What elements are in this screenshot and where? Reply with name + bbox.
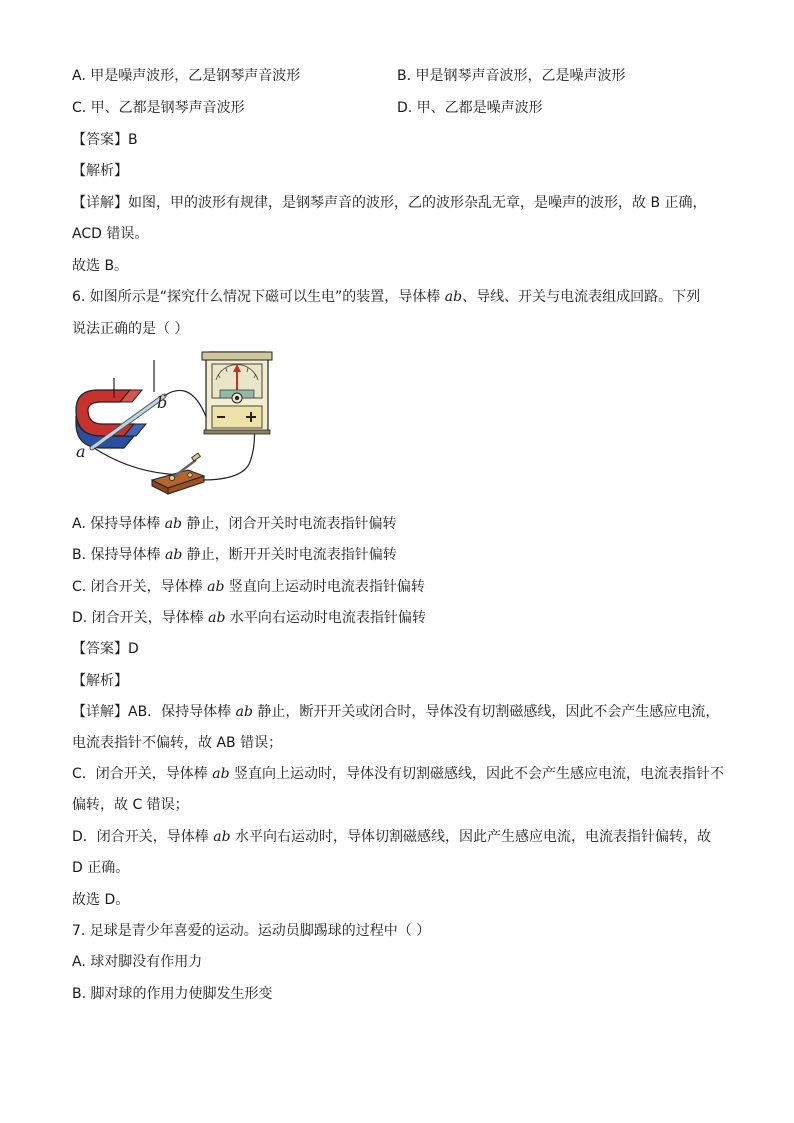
option-text: A. 保持导体棒 [72, 516, 165, 532]
q6-detail-c [72, 764, 724, 784]
detail-italic-ab: ab [235, 704, 253, 720]
q6-detail-d [72, 827, 711, 847]
detail-text: D．闭合开关，导体棒 [72, 829, 214, 845]
detail-text: C．闭合开关，导体棒 [72, 766, 213, 782]
q6-answer [72, 639, 139, 659]
q6-detail-d-cont: D 正确。 [72, 860, 130, 876]
detail-text: 静止，断开开关或闭合时，导体没有切割磁感线，因此不会产生感应电流， [252, 704, 720, 720]
q6-detail-ab [72, 702, 719, 722]
answer-value: D [128, 641, 139, 657]
q6-stem-line2: 说法正确的是（ ） [72, 321, 189, 337]
detail-tag: 【详解】 [72, 195, 128, 211]
label-b: b [157, 393, 168, 412]
q5-answer [72, 130, 138, 150]
answer-tag: 【答案】 [72, 132, 128, 148]
galvanometer-icon [202, 352, 272, 434]
label-a: a [76, 442, 86, 461]
q6-option-a [72, 514, 396, 534]
answer-value: B [128, 132, 138, 148]
q5-detail [72, 193, 707, 213]
q5-option-d: D. 甲、乙都是噪声波形 [397, 100, 543, 116]
q5-detail-cont: ACD 错误。 [72, 226, 149, 242]
q7-stem: 7. 足球是青少年喜爱的运动。运动员脚踢球的过程中（ ） [72, 923, 431, 939]
q5-option-a: A. 甲是噪声波形，乙是钢琴声音波形 [72, 68, 301, 84]
answer-tag: 【答案】 [72, 641, 128, 657]
q5-analysis-tag: 【解析】 [72, 163, 128, 179]
q5-conclusion: 故选 B。 [72, 258, 129, 274]
option-text: C. 闭合开关，导体棒 [72, 579, 208, 595]
q6-option-c [72, 577, 425, 597]
option-italic-ab: ab [164, 547, 183, 563]
stem-text: 、导线、开关与电流表组成回路。下列 [462, 289, 701, 305]
detail-tag: 【详解】 [72, 704, 128, 720]
detail-italic-ab: ab [213, 829, 231, 845]
q6-analysis-tag: 【解析】 [72, 673, 128, 689]
stem-text: 6. 如图所示是“探究什么情况下磁可以生电”的装置，导体棒 [72, 289, 445, 305]
electromagnetic-induction-figure [68, 350, 278, 498]
option-text: B. 保持导体棒 [72, 547, 165, 563]
q7-option-b: B. 脚对球的作用力使脚发生形变 [72, 986, 273, 1002]
detail-text: 如图，甲的波形有规律，是钢琴声音的波形，乙的波形杂乱无章，是噪声的波形，故 B 正确， [128, 195, 707, 211]
option-italic-ab: ab [207, 579, 225, 595]
q6-conclusion: 故选 D。 [72, 892, 130, 908]
option-text: 竖直向上运动时电流表指针偏转 [224, 579, 425, 595]
option-italic-ab: ab [164, 516, 182, 532]
detail-text: AB．保持导体棒 [128, 704, 236, 720]
q7-option-a: A. 球对脚没有作用力 [72, 954, 203, 970]
option-italic-ab: ab [208, 610, 226, 626]
q6-detail-c-cont: 偏转，故 C 错误； [72, 797, 189, 813]
option-text: 静止，闭合开关时电流表指针偏转 [182, 516, 397, 532]
q5-option-c: C. 甲、乙都是钢琴声音波形 [72, 100, 245, 116]
detail-text: 竖直向上运动时，导体没有切割磁感线，因此不会产生感应电流，电流表指针不 [229, 766, 724, 782]
detail-italic-ab: ab [212, 766, 230, 782]
q5-option-b: B. 甲是钢琴声音波形，乙是噪声波形 [397, 68, 626, 84]
option-text: 静止，断开开关时电流表指针偏转 [182, 547, 397, 563]
q6-detail-ab-cont: 电流表指针不偏转，故 AB 错误； [72, 735, 283, 751]
detail-text: 水平向右运动时，导体切割磁感线，因此产生感应电流，电流表指针偏转，故 [230, 829, 711, 845]
q6-option-d [72, 608, 426, 628]
q6-stem-line1 [72, 287, 700, 307]
horseshoe-magnet-icon [76, 360, 154, 448]
option-text: D. 闭合开关，导体棒 [72, 610, 209, 626]
stem-italic-ab: ab [444, 289, 463, 305]
q6-option-b [72, 545, 397, 565]
option-text: 水平向右运动时电流表指针偏转 [225, 610, 426, 626]
